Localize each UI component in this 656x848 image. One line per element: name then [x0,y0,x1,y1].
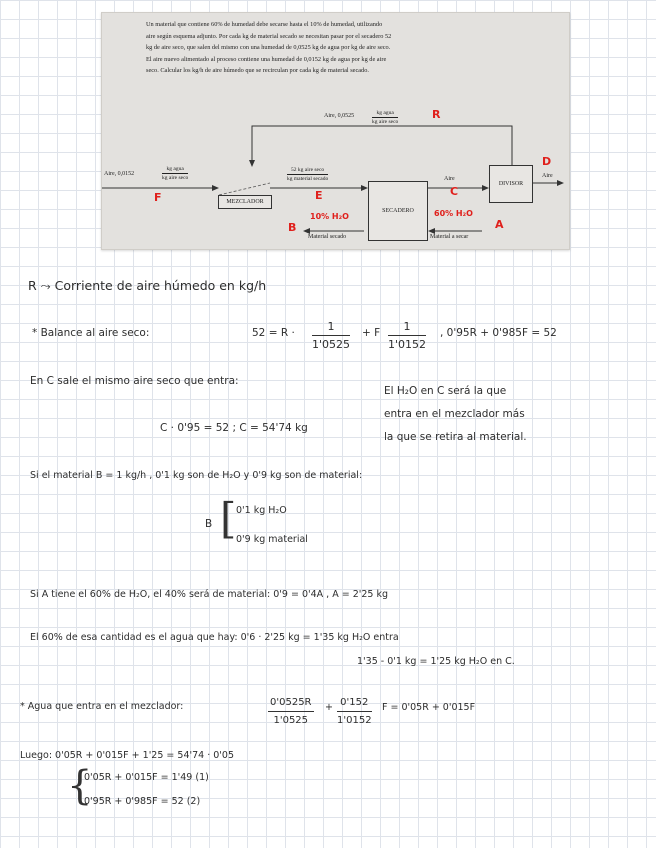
b-label: B [205,518,213,530]
balance-frac-1 [312,318,350,353]
problem-line: El aire nuevo alimentado al proceso contiene una humedad de 0,0152 kg de agua por kg de aire [146,55,387,63]
dryer-box: SECADERO [368,181,428,241]
feed-air-label: Aire, 0,0152 [104,171,135,177]
problem-photo [101,12,570,250]
c-equation: C · 0'95 = 52 ; C = 54'74 kg [160,422,308,434]
recycle-arrowhead [249,160,255,167]
water-line-2: 1'35 - 0'1 kg = 1'25 kg H₂O en C. [357,656,515,667]
water-line-1: El 60% de esa cantidad es el agua que hay: 0'6 · 2'25 kg = 1'35 kg H₂O entra [30,632,399,643]
notes-title: R ⤳ Corriente de aire húmedo en kg/h [28,278,267,293]
system-eq-2: 0'95R + 0'985F = 52 (2) [84,796,201,807]
feed-arrowhead [212,185,219,191]
dryer-air-ratio [287,166,328,183]
stream-c-label: C [450,185,459,198]
mix-plus: + [325,702,333,713]
balance-eq-a: 52 = R · [252,327,295,339]
side-note-1: El H₂O en C será la que [384,385,507,397]
mix-frac-1-den: 1'0525 [273,715,309,726]
mix-frac-2 [337,694,372,729]
balance-eq-c: , 0'95R + 0'985F = 52 [440,327,557,339]
mixer-dryer-arrowhead [361,185,368,191]
system-eq-1: 0'05R + 0'015F = 1'49 (1) [84,772,209,783]
mix-frac-2-num: 0'152 [337,694,372,712]
feed-unit-den: kg aire seco [162,175,189,181]
stream-a-label: A [495,218,504,231]
balance-frac-1-den: 1'0525 [312,338,351,351]
recycle-label: Aire, 0,0525 [324,113,355,119]
balance-frac-2 [388,318,426,353]
c-intro: En C sale el mismo aire seco que entra: [30,375,239,387]
mix-result: F = 0'05R + 0'015F [382,702,476,713]
problem-line: kg de aire seco, que salen del mismo con una humedad de 0,0525 kg de agua por kg de aire seco. [146,44,391,51]
stream-f-label: F [154,191,162,204]
a-line: Si A tiene el 60% de H₂O, el 40% será de material: 0'9 = 0'4A , A = 2'25 kg [30,589,389,600]
dryer-air-num: 52 kg aire seco [287,166,328,175]
balance-label: * Balance al aire seco: [32,327,150,339]
mixer-dash [219,183,270,195]
wet-material-label: Material a secar [430,234,469,240]
feed-unit-num: kg agua [162,165,188,174]
recycle-unit-num: kg agua [372,109,398,118]
stream-r-label: R [432,108,441,121]
stream-d-label: D [542,155,552,168]
air-out-label: Aire [542,173,553,179]
system-brace: { [67,763,93,809]
side-note-3: la que se retira al material. [384,431,527,443]
b-intro: Si el material B = 1 kg/h , 0'1 kg son de H₂O y 0'9 kg son de material: [30,470,363,481]
b-line-2: 0'9 kg material [236,534,308,545]
air-c-label: Aire [444,176,455,182]
mix-frac-2-den: 1'0152 [337,715,372,726]
balance-frac-2-num: 1 [388,318,426,336]
b-brace: [ [220,494,237,543]
mix-frac-1 [268,694,314,729]
divisor-box: DIVISOR [489,165,533,203]
air-out-arrowhead [557,180,564,186]
dried-material-label: Material secado [308,234,347,240]
ten-percent-water: 10% H₂O [310,212,349,221]
luego-line: Luego: 0'05R + 0'015F + 1'25 = 54'74 · 0'05 [20,750,234,761]
problem-line: Un material que contiene 60% de humedad debe secarse hasta el 10% de humedad, utilizando [146,21,383,28]
balance-frac-2-den: 1'0152 [388,338,427,351]
mixer-box: MEZCLADOR [218,195,272,209]
sixty-percent-water: 60% H₂O [434,209,473,218]
side-note-2: entra en el mezclador más [384,408,525,420]
balance-frac-1-num: 1 [312,318,350,336]
dryer-divisor-arrowhead [482,185,489,191]
recycle-line [252,126,512,168]
mixer-water-label: * Agua que entra en el mezclador: [20,701,184,712]
mix-frac-1-num: 0'0525R [268,694,314,712]
stream-e-label: E [315,189,323,202]
problem-line: seco. Calcular los kg/h de aire húmedo que se recirculan por cada kg de material secado. [146,67,369,74]
stream-b-label: B [288,221,297,234]
problem-line: aire según esquema adjunto. Por cada kg de material secado se necesitan pasar por el secadero 52 [146,32,392,40]
balance-eq-b: + F [362,327,381,339]
recycle-unit-den: kg aire seco [372,119,399,125]
recycle-unit [372,109,398,126]
feed-unit [162,165,188,182]
b-line-1: 0'1 kg H₂O [236,505,287,516]
dryer-air-den: kg material secado [287,176,329,182]
